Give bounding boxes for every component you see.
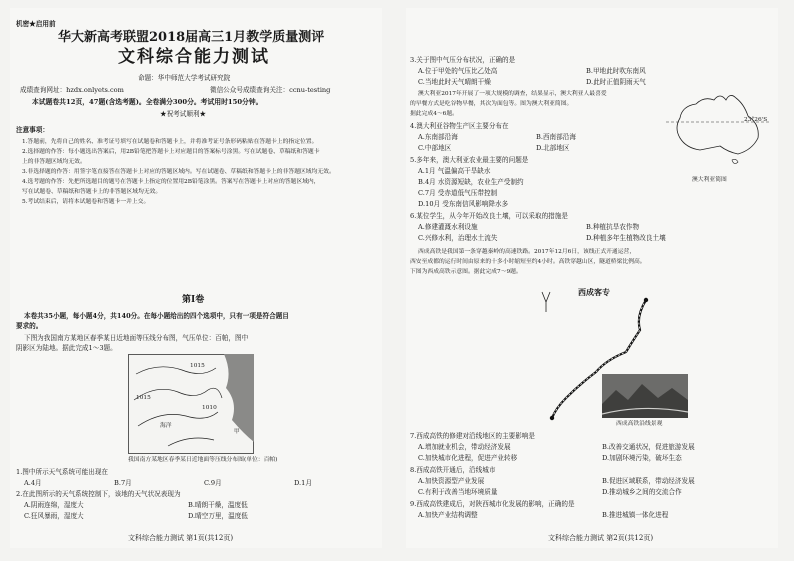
exam-page-right	[406, 8, 778, 548]
q3-option-b: B.甲地此时吹东南风	[586, 67, 646, 75]
exam-page-left	[10, 8, 382, 548]
note-line: 5.考试结束后，请将本试题卷和答题卡一并上交。	[22, 199, 150, 205]
notes-heading: 注意事项：	[16, 126, 49, 134]
question-8: 8.西成高铁开通后，沿线城市	[410, 466, 496, 474]
good-luck-text: ★祝考试顺利★	[160, 110, 207, 118]
q1-option-d: D.1月	[294, 479, 312, 487]
wechat-account: 微信公众号成绩查询关注：ccnu-testing	[210, 86, 331, 94]
q2-option-d: D.晴空万里，温度低	[188, 512, 248, 520]
q8-option-b: B.促进区域联系，带动经济发展	[602, 477, 695, 485]
q2-option-a: A.阴雨连绵，湿度大	[24, 501, 84, 509]
q5-option-b: B.4月 水资源短缺，农业生产受制约	[418, 178, 524, 186]
q7-option-d: D.加剧环境污染，破坏生态	[602, 454, 682, 462]
question-7: 7.西成高铁的修建对沿线地区的主要影响是	[410, 432, 535, 440]
section-title: 第Ⅰ卷	[182, 295, 205, 305]
map-label: 海洋	[160, 423, 172, 429]
q2-option-c: C.狂风暴雨，湿度大	[24, 512, 84, 520]
question-1: 1.图中所示天气系统可能出现在	[16, 468, 109, 476]
passage-text: 西成高铁是我国第一条穿越秦岭的高速铁路。2017年12月6日，该线正式开通运营，	[418, 249, 636, 255]
q5-option-c: C.7月 受赤道低气压带控制	[418, 189, 498, 197]
q4-option-a: A.东南部沿海	[418, 133, 458, 141]
question-2: 2.在此图所示的天气系统控制下，该地的天气状况表现为	[16, 490, 181, 498]
australia-map	[666, 88, 770, 170]
q6-option-c: C.兴修水利，治理水土流失	[418, 234, 498, 242]
page-footer: 文科综合能力测试 第2页(共12页)	[548, 534, 654, 542]
passage-text-cont: 据此完成4～6题。	[410, 111, 458, 117]
note-line: 2.选择题的作答：每小题选出答案后，用2B铅笔把答题卡上对应题目的答案标号涂黑。写在试题卷、草稿纸和答题卡	[22, 149, 320, 155]
q4-option-b: B.西南部沿海	[536, 133, 576, 141]
map-label: 甲	[234, 429, 240, 435]
q8-option-d: D.推动城乡之间的交流合作	[602, 488, 682, 496]
question-9: 9.西成高铁建成后，对陕西城市化发展的影响，正确的是	[410, 500, 575, 508]
q1-option-c: C.9月	[204, 479, 222, 487]
q3-option-c: C.当地此时天气晴朗干燥	[418, 78, 491, 86]
confidential-stamp: 机密★启用前	[16, 20, 56, 28]
q7-option-a: A.增加就业机会，带动经济发展	[418, 443, 511, 451]
q5-option-a: A.1月 气温偏高干旱缺水	[418, 167, 491, 175]
question-3: 3.关于图中气压分布状况，正确的是	[410, 56, 516, 64]
page-footer: 文科综合能力测试 第1页(共12页)	[128, 534, 234, 542]
passage-text-cont: 阴影区为陆地。据此完成1～3题。	[16, 344, 117, 352]
passage-text-cont: 西安至成都的运行时间由原来的十多小时缩短至约4小时。高铁穿越山区，隧道桥梁比例高。	[410, 259, 646, 265]
map-caption: 我国南方某地区春季某日近地面等压线分布图(单位：百帕)	[128, 457, 278, 463]
question-6: 6.某位学生，从今年开始改良土壤，可以采取的措施是	[410, 212, 568, 220]
q1-option-b: B.7月	[114, 479, 132, 487]
proposer-line: 命题：华中师范大学考试研究院	[138, 74, 231, 82]
exam-subject: 文科综合能力测试	[118, 47, 270, 67]
note-line: 4.选考题的作答：先把所选题目的题号在答题卡上指定的位置用2B铅笔涂黑。答案写在答题卡上对应的答题区域内，	[22, 179, 320, 185]
map-label: 1015	[136, 395, 151, 401]
landscape-photo	[602, 374, 688, 418]
map-label: 1015	[190, 363, 205, 369]
q9-option-b: B.推进城镇一体化进程	[602, 511, 669, 519]
note-line: 上的非答题区域均无效。	[22, 159, 86, 165]
exam-title: 华大新高考联盟2018届高三1月教学质量测评	[58, 30, 325, 45]
q6-option-d: D.种植多年生植物改良土壤	[586, 234, 666, 242]
q4-option-c: C.中部地区	[418, 144, 452, 152]
question-4: 4.澳大利亚谷物生产区主要分布在	[410, 122, 509, 130]
q9-option-a: A.加快产业结构调整	[418, 511, 478, 519]
map-label: 1010	[202, 405, 217, 411]
q7-option-c: C.加快城市化进程，促进产业转移	[418, 454, 518, 462]
passage-text-cont: 的早餐方式是吃谷物早餐，其次为面包等。图为澳大利亚简图。	[410, 101, 573, 107]
q3-option-a: A.位于甲处的气压比乙处高	[418, 67, 498, 75]
q1-option-a: A.4月	[24, 479, 42, 487]
q6-option-b: B.种植抗旱农作物	[586, 223, 640, 231]
exam-info: 本试题卷共12页，47题(含选考题)。全卷满分300分。考试用时150分钟。	[32, 98, 263, 106]
q3-option-d: D.此时正值阴雨天气	[586, 78, 646, 86]
photo-caption: 西成高铁沿线景观	[616, 421, 663, 427]
rail-map-title: 西成客专	[578, 287, 610, 297]
q2-option-b: B.晴朗干燥，温度低	[188, 501, 248, 509]
australia-caption: 澳大利亚简图	[692, 177, 727, 183]
latitude-label: 23°26'S	[744, 117, 768, 123]
note-line: 3.非选择题的作答：用签字笔直接答在答题卡上对应的答题区域内。写在试题卷、草稿纸和答题卡上的非答题区域均无效。	[22, 169, 335, 175]
note-line: 1.答题前，先将自己的姓名、准考证号填写在试题卷和答题卡上，并将准考证号条形码粘贴在答题卡上的指定位置。	[22, 139, 318, 145]
q8-option-c: C.有利于改善当地环境质量	[418, 488, 498, 496]
q6-option-a: A.修建灌溉水利设施	[418, 223, 478, 231]
passage-text: 澳大利亚2017年开展了一项大规模的调查，结果显示，澳大利亚人最喜爱	[418, 91, 607, 97]
q4-option-d: D.北部地区	[536, 144, 570, 152]
q5-option-d: D.10月 受东南信风影响降水多	[418, 200, 509, 208]
passage-text: 下图为我国南方某地区春季某日近地面等压线分布图，气压单位：百帕，图中	[24, 334, 249, 342]
passage-text-cont: 下图为西成高铁示意图。据此完成7～9题。	[410, 269, 522, 275]
note-line: 写在试题卷、草稿纸和答题卡上的非答题区域均无效。	[22, 189, 162, 195]
section-intro-cont: 要求的。	[16, 322, 43, 330]
question-5: 5.多年来，澳大利亚农业最主要的问题是	[410, 156, 529, 164]
section-intro: 本卷共35小题，每小题4分，共140分。在每小题给出的四个选项中，只有一项是符合题目	[24, 312, 289, 320]
q8-option-a: A.加快资源型产业发展	[418, 477, 485, 485]
results-website: 成绩查询网址：hzdx.onlyets.com	[20, 86, 124, 94]
q7-option-b: B.改善交通状况，促进旅游发展	[602, 443, 695, 451]
